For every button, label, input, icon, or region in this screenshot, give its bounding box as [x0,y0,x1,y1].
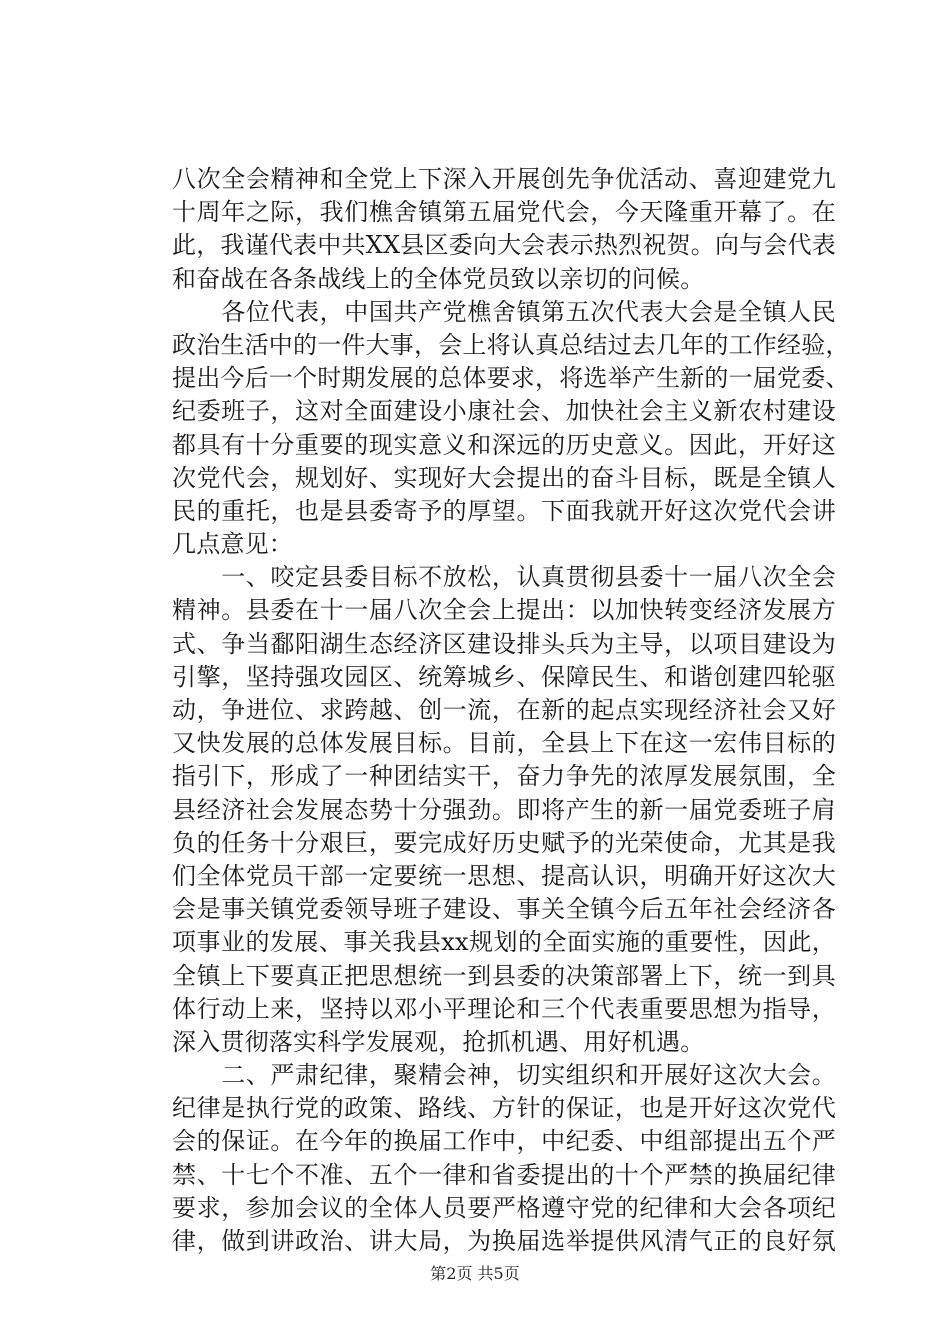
text-line: 指引下，形成了一种团结实干，奋力争先的浓厚发展氛围，全 [172,762,836,791]
text-line: 要求，参加会议的全体人员要严格遵守党的纪律和大会各项纪 [172,1193,836,1222]
text-line: 体行动上来，坚持以邓小平理论和三个代表重要思想为指导， [172,994,836,1023]
text-line: 们全体党员干部一定要统一思想、提高认识，明确开好这次大 [172,861,836,890]
text-line: 一、咬定县委目标不放松，认真贯彻县委十一届八次全会 [172,563,836,592]
text-line: 动，争进位、求跨越、创一流，在新的起点实现经济社会又好 [172,696,836,724]
text-line: 都具有十分重要的现实意义和深远的历史意义。因此，开好这 [172,430,836,459]
text-line: 项事业的发展、事关我县xx规划的全面实施的重要性，因此， [172,928,836,957]
page-footer: 第2页 共5页 [430,1264,520,1283]
text-line: 精神。县委在十一届八次全会上提出：以加快转变经济发展方 [172,596,836,625]
text-line: 八次全会精神和全党上下深入开展创先争优活动、喜迎建党九 [172,165,836,193]
text-line: 几点意见： [172,530,293,559]
text-line: 各位代表，中国共产党樵舍镇第五次代表大会是全镇人民 [172,297,836,326]
text-line: 引擎，坚持强攻园区、统筹城乡、保障民生、和谐创建四轮驱 [172,662,836,691]
text-line: 提出今后一个时期发展的总体要求，将选举产生新的一届党委、 [172,364,850,393]
text-line: 十周年之际，我们樵舍镇第五届党代会，今天隆重开幕了。在 [172,198,836,227]
text-line: 禁、十七个不准、五个一律和省委提出的十个严禁的换届纪律 [172,1160,836,1189]
text-line: 律，做到讲政治、讲大局，为换届选举提供风清气正的良好氛 [172,1227,836,1255]
text-line: 又快发展的总体发展目标。目前，全县上下在这一宏伟目标的 [172,729,836,758]
text-line: 式、争当鄱阳湖生态经济区建设排头兵为主导，以项目建设为 [172,629,836,658]
text-line: 纪律是执行党的政策、路线、方针的保证，也是开好这次党代 [172,1094,836,1123]
text-line: 深入贯彻落实科学发展观，抢抓机遇、用好机遇。 [172,1027,705,1056]
text-line: 和奋战在各条战线上的全体党员致以亲切的问候。 [172,264,705,293]
text-line: 次党代会，规划好、实现好大会提出的奋斗目标，既是全镇人 [172,463,836,492]
text-line: 负的任务十分艰巨，要完成好历史赋予的光荣使命，尤其是我 [172,828,836,857]
text-line: 纪委班子，这对全面建设小康社会、加快社会主义新农村建设 [172,397,836,426]
text-line: 此，我谨代表中共XX县区委向大会表示热烈祝贺。向与会代表 [172,231,836,260]
text-line: 县经济社会发展态势十分强劲。即将产生的新一届党委班子肩 [172,795,836,824]
text-line: 民的重托，也是县委寄予的厚望。下面我就开好这次党代会讲 [172,496,836,525]
text-line: 会是事关镇党委领导班子建设、事关全镇今后五年社会经济各 [172,895,836,924]
text-line: 全镇上下要真正把思想统一到县委的决策部署上下，统一到具 [172,961,836,990]
document-body [172,163,850,1258]
text-line: 政治生活中的一件大事，会上将认真总结过去几年的工作经验， [172,330,850,359]
text-line: 会的保证。在今年的换届工作中，中纪委、中组部提出五个严 [172,1127,836,1156]
text-line: 二、严肃纪律，聚精会神，切实组织和开展好这次大会。 [172,1061,836,1090]
